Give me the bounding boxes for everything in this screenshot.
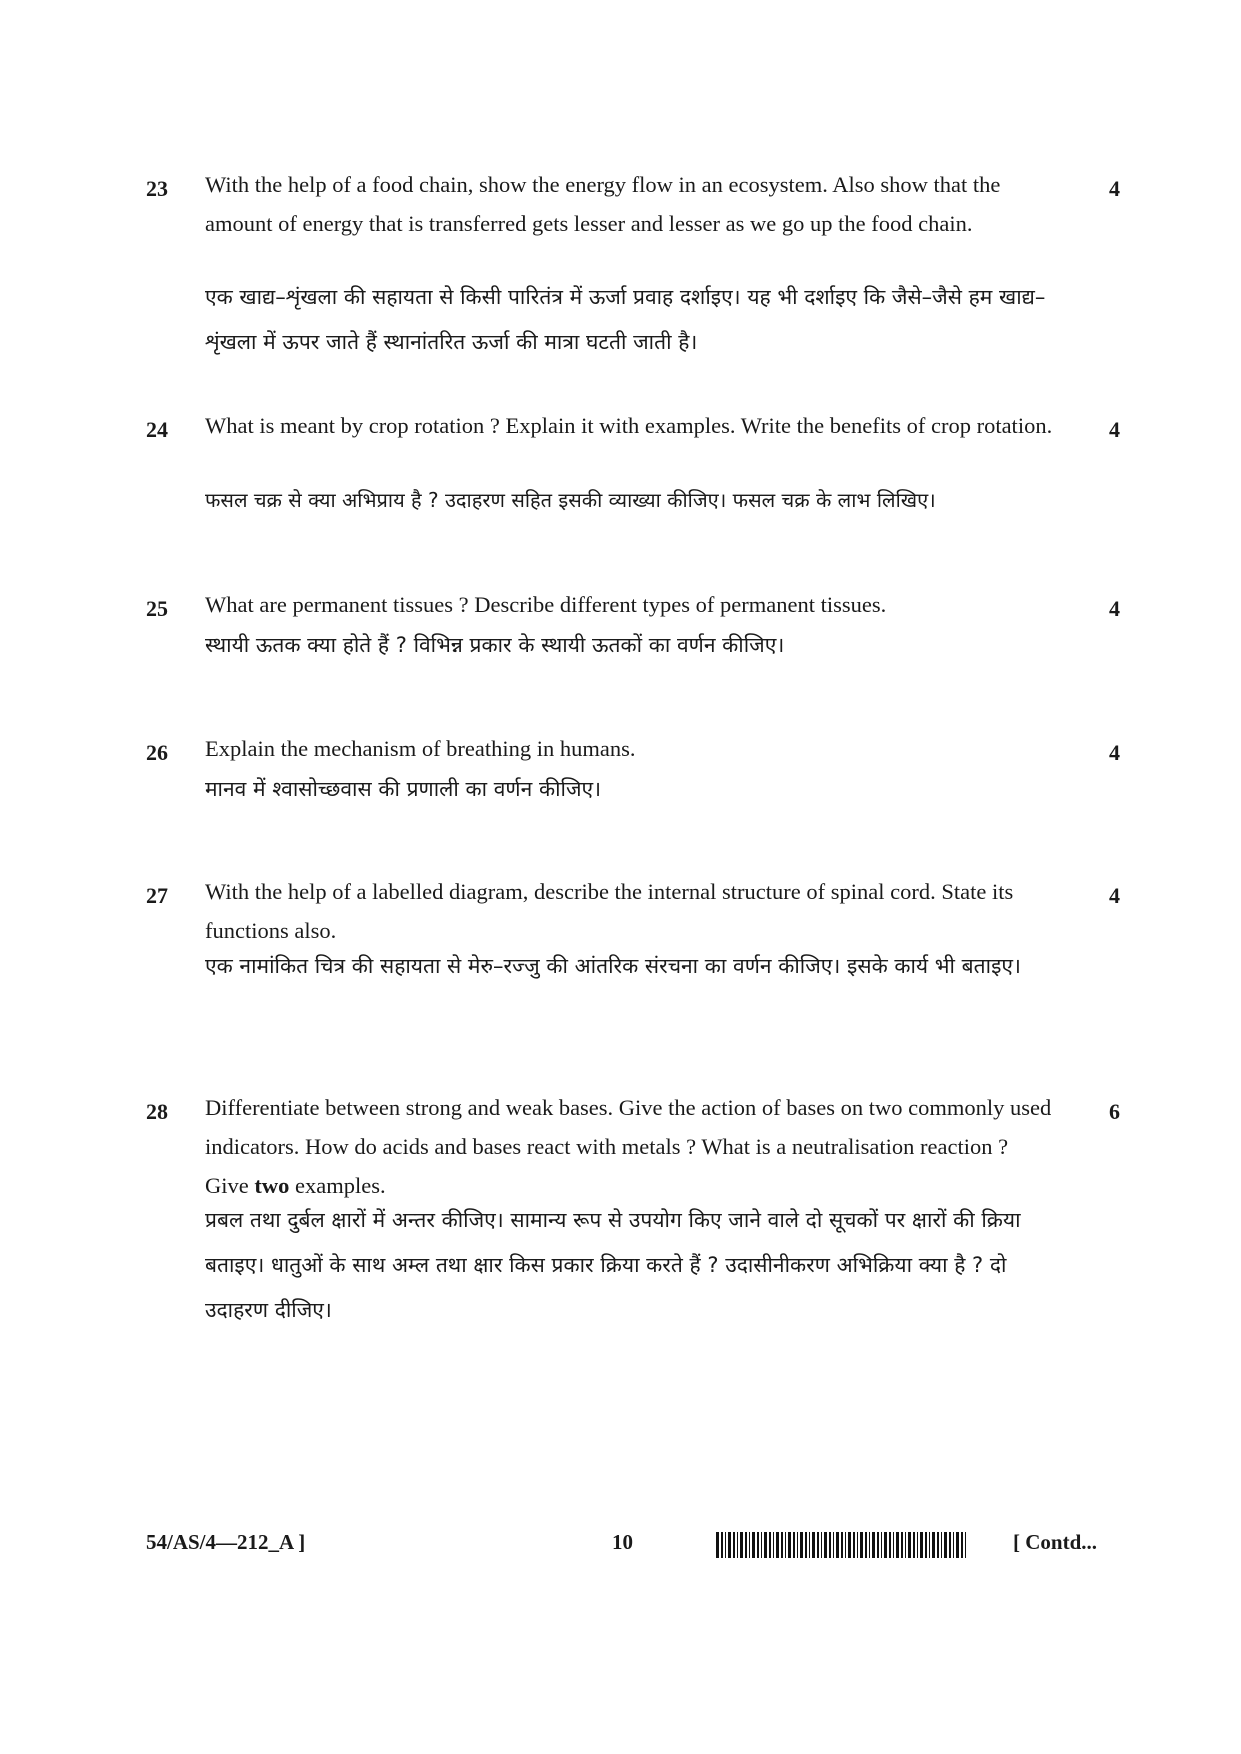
question-text-english: Explain the mechanism of breathing in humans. — [205, 736, 636, 761]
question-marks: 4 — [1109, 883, 1120, 908]
question-text-hindi: स्थायी ऊतक क्या होते हैं ? विभिन्न प्रकार के स्थायी ऊतकों का वर्णन कीजिए। — [205, 633, 785, 657]
question-text-part: Differentiate between strong and weak bases. Give the action of bases on two commonly used indicators. How do acids and bases react with metals ? What is a neutralisation reaction ? Give — [205, 1095, 1052, 1198]
question-number: 28 — [146, 1099, 168, 1124]
question-text-hindi: फसल चक्र से क्या अभिप्राय है ? उदाहरण सहित इसकी व्याख्या कीजिए। फसल चक्र के लाभ लिखिए। — [205, 488, 936, 512]
question-text-hindi: एक खाद्य–शृंखला की सहायता से किसी पारितंत्र में ऊर्जा प्रवाह दर्शाइए। यह भी दर्शाइए कि जैसे–जैसे हम खाद्य–शृंखला में ऊपर जाते हैं स्थानांतरित ऊर्जा की मात्रा घटती जाती है। — [205, 285, 1046, 354]
question-text-english: What are permanent tissues ? Describe different types of permanent tissues. — [205, 592, 887, 617]
question-text-english: With the help of a labelled diagram, describe the internal structure of spinal cord. State its functions also. — [205, 879, 1014, 943]
question-text-english: What is meant by crop rotation ? Explain it with examples. Write the benefits of crop rotation. — [205, 413, 1053, 438]
question-text-english: With the help of a food chain, show the energy flow in an ecosystem. Also show that the amount of energy that is transferred gets lesser and lesser as we go up the food chain. — [205, 172, 1001, 236]
question-marks: 6 — [1109, 1099, 1120, 1124]
question-marks: 4 — [1109, 176, 1120, 201]
question-number: 25 — [146, 596, 168, 621]
question-marks: 4 — [1109, 596, 1120, 621]
question-number: 24 — [146, 417, 168, 442]
question-number: 23 — [146, 176, 168, 201]
question-text-part: examples. — [295, 1173, 386, 1198]
question-marks: 4 — [1109, 417, 1120, 442]
page-footer — [0, 1530, 1241, 1570]
emphasis-text: two — [254, 1173, 290, 1198]
continued-label: [ Contd... — [1013, 1530, 1098, 1554]
page-number: 10 — [612, 1530, 633, 1554]
question-number: 27 — [146, 883, 168, 908]
question-text-hindi: प्रबल तथा दुर्बल क्षारों में अन्तर कीजिए। सामान्य रूप से उपयोग किए जाने वाले दो सूचकों पर क्षारों की क्रिया बताइए। धातुओं के साथ अम्ल तथा क्षार किस प्रकार क्रिया करते हैं ? उदासीनीकरण अभिक्रिया क्या है ? दो उदाहरण दीजिए। — [205, 1208, 1021, 1322]
question-number: 26 — [146, 740, 168, 765]
paper-code: 54/AS/4—212_A ] — [146, 1530, 306, 1554]
question-text-hindi: एक नामांकित चित्र की सहायता से मेरु–रज्जु की आंतरिक संरचना का वर्णन कीजिए। इसके कार्य भी बताइए। — [205, 954, 1021, 978]
question-marks: 4 — [1109, 740, 1120, 765]
question-text-hindi: मानव में श्वासोच्छवास की प्रणाली का वर्णन कीजिए। — [205, 777, 602, 801]
question-text-english — [205, 1088, 1055, 1205]
barcode-image — [716, 1532, 970, 1558]
